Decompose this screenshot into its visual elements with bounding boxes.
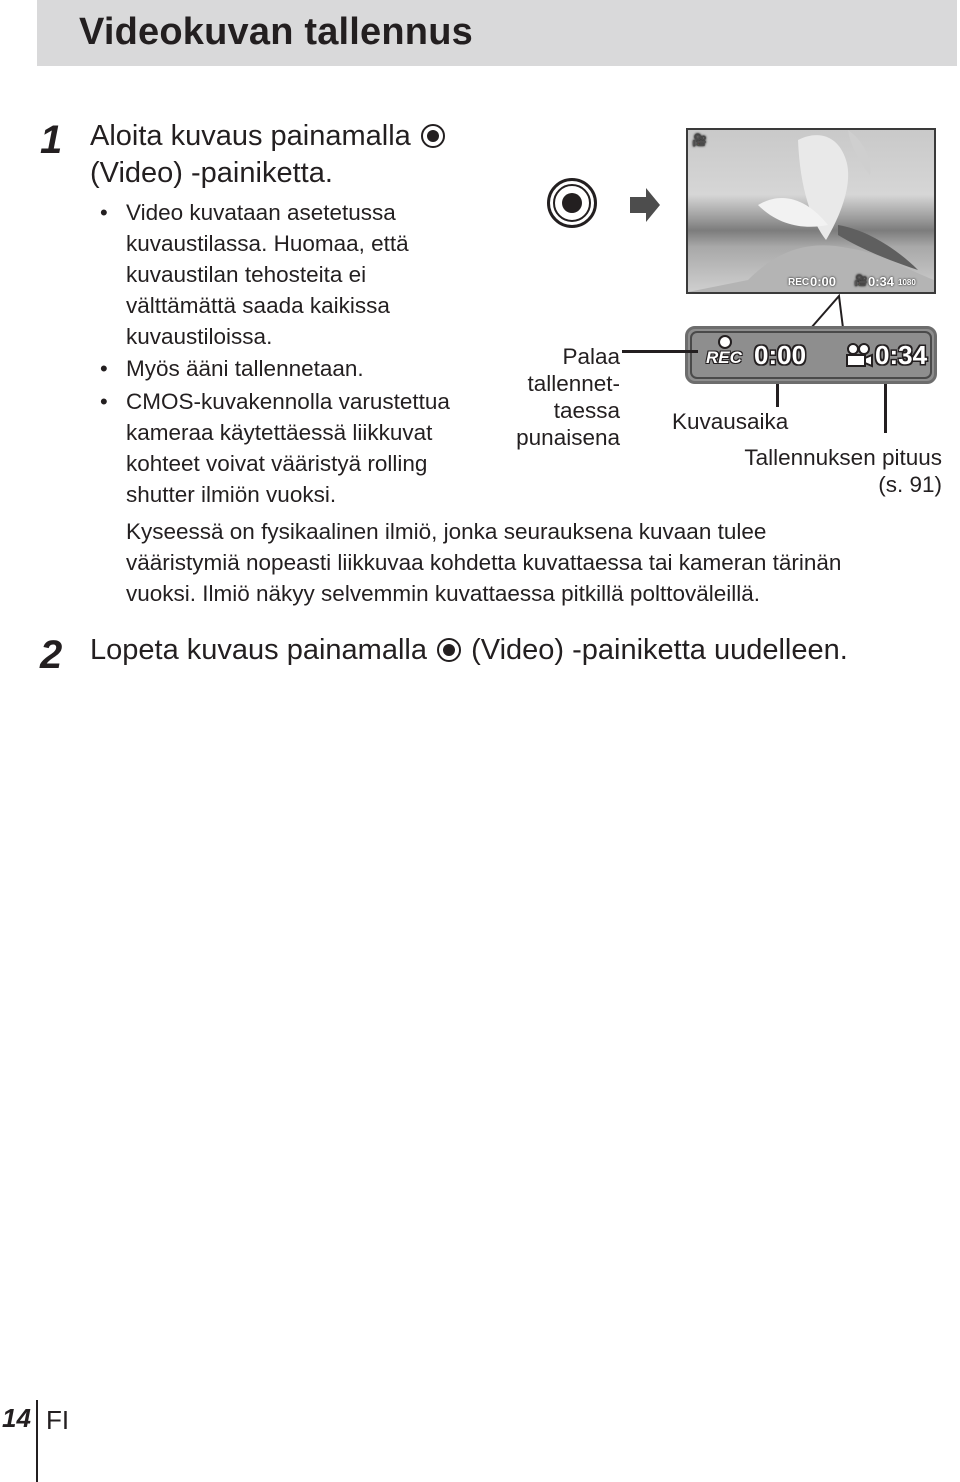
note-line: vääristymiä nopeasti liikkuvaa kohdetta kuvattaessa tai kameran tärinän xyxy=(126,550,842,575)
footer-divider xyxy=(36,1400,38,1482)
remaining-time: 0:34 xyxy=(875,340,928,370)
step-1-number: 1 xyxy=(40,118,63,162)
bullet-dot-icon: • xyxy=(100,389,108,414)
video-button-icon xyxy=(437,638,461,662)
movie-mode-icon: 🎥 xyxy=(692,133,707,147)
camera-screen-preview xyxy=(686,128,936,294)
step-2-before: Lopeta kuvaus painamalla xyxy=(90,634,427,666)
screen-remaining-time: 0:34 xyxy=(868,274,895,289)
bullet-1-line: välttämättä saada kaikissa xyxy=(126,293,390,318)
screen-elapsed-time: 0:00 xyxy=(810,274,837,289)
step-2-after: (Video) -painiketta uudelleen. xyxy=(471,634,848,666)
rec-label-line: Palaa xyxy=(562,344,620,369)
rec-label-line: tallennet- xyxy=(527,371,620,396)
note-line: vuoksi. Ilmiö näkyy selvemmin kuvattaessa pitkillä polttoväleillä. xyxy=(126,581,761,606)
movie-icon: 🎥 xyxy=(854,275,868,287)
step-1-line-2: (Video) -painiketta. xyxy=(90,157,333,189)
section-header xyxy=(37,0,957,66)
page-title: Videokuvan tallennus xyxy=(79,11,473,53)
bullet-3-line: shutter ilmiön vuoksi. xyxy=(126,482,337,507)
rec-badge: REC xyxy=(706,348,742,367)
bullet-dot-icon: • xyxy=(100,200,108,225)
language-code: FI xyxy=(46,1405,70,1435)
step-2-number: 2 xyxy=(40,633,63,677)
video-record-button-icon xyxy=(547,178,597,228)
bullet-3-line: kameraa käytettäessä liikkuvat xyxy=(126,420,433,445)
page-number: 14 xyxy=(2,1403,31,1433)
bullet-3-line: kohteet voivat vääristyä rolling xyxy=(126,451,428,476)
movie-camera-icon xyxy=(844,343,874,369)
bullet-2-line: Myös ääni tallennetaan. xyxy=(126,356,364,381)
rec-indicator-label xyxy=(500,343,620,451)
callout-pointer xyxy=(805,294,855,330)
bullet-1-line: Video kuvataan asetetussa xyxy=(126,200,396,225)
step-1-line-1 xyxy=(90,118,447,155)
bullet-1 xyxy=(126,197,409,352)
bullet-3 xyxy=(126,386,450,510)
remaining-label-line: Tallennuksen pituus xyxy=(744,445,942,470)
remaining-leader-line xyxy=(884,384,887,433)
screen-rec-badge: REC xyxy=(788,277,810,288)
bullet-1-line: kuvaustilassa. Huomaa, että xyxy=(126,231,409,256)
remaining-time-label xyxy=(720,444,942,498)
elapsed-time: 0:00 xyxy=(754,340,807,370)
arrow-right-icon xyxy=(626,186,662,224)
rolling-shutter-note xyxy=(126,516,841,609)
step-2-text xyxy=(90,632,848,669)
remaining-label-line: (s. 91) xyxy=(878,472,942,497)
bullet-1-line: kuvaustilan tehosteita ei xyxy=(126,262,367,287)
bullet-1-line: kuvaustiloissa. xyxy=(126,324,273,349)
bullet-dot-icon: • xyxy=(100,356,108,381)
elapsed-time-label: Kuvausaika xyxy=(672,409,789,434)
rec-label-line: taessa xyxy=(553,398,620,423)
step-1-text: Aloita kuvaus painamalla xyxy=(90,120,411,152)
note-line: Kyseessä on fysikaalinen ilmiö, jonka seurauksena kuvaan tulee xyxy=(126,519,767,544)
recording-indicator-strip xyxy=(685,326,937,384)
screen-resolution: 1080 xyxy=(898,278,916,287)
rec-leader-line xyxy=(622,350,698,353)
bullet-3-line: CMOS-kuvakennolla varustettua xyxy=(126,389,450,414)
rec-label-line: punaisena xyxy=(516,425,620,450)
video-button-icon xyxy=(421,124,445,148)
bullet-2 xyxy=(126,353,364,384)
elapsed-leader-line xyxy=(776,384,779,407)
seagull-photo-icon xyxy=(688,130,934,292)
